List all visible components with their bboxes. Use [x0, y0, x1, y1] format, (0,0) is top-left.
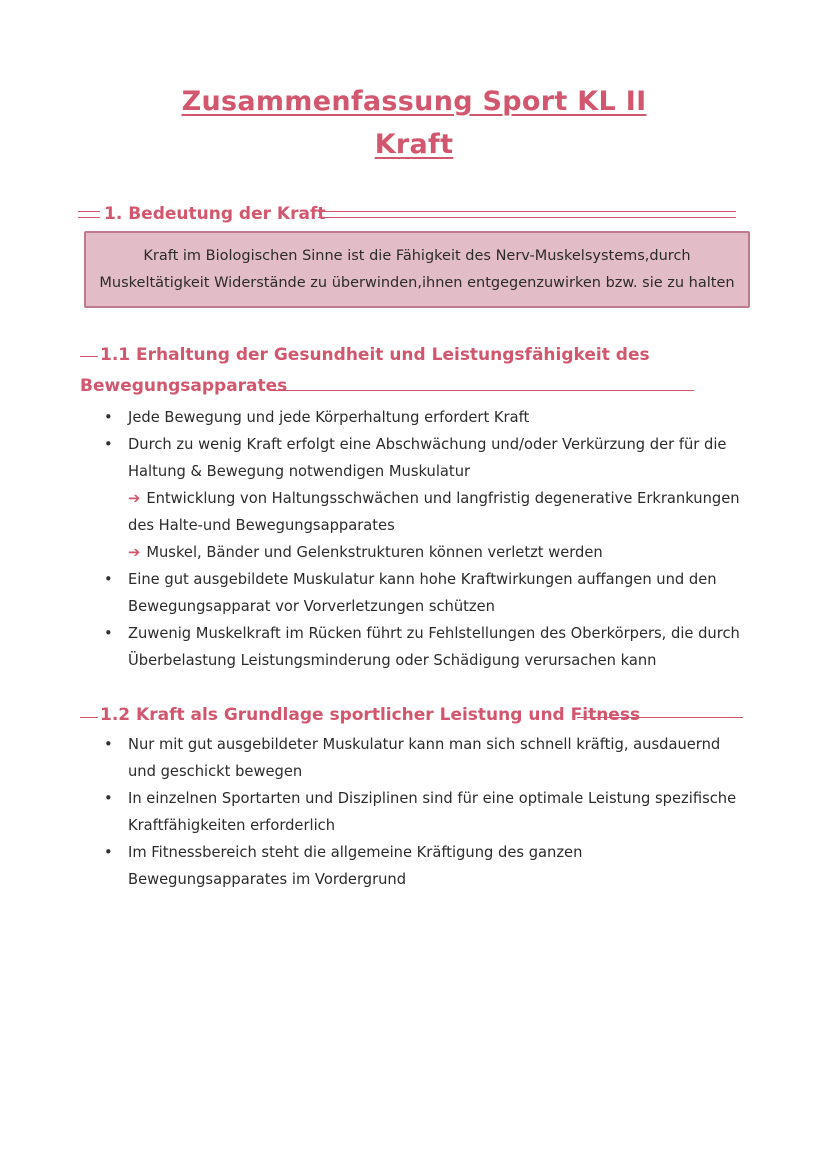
bullet-list-1-2 [104, 731, 744, 893]
section-heading-1-1-cont: Bewegungsapparates [80, 376, 288, 396]
arrow-note: ➔ Entwicklung von Haltungsschwächen und langfristig degenerative Erkrankungen des Halte-und Bewegungsapparates [128, 490, 740, 534]
heading-rule-left [80, 356, 98, 357]
list-item: • Nur mit gut ausgebildeter Muskulatur kann man sich schnell kräftig, ausdauernd und geschickt bewegen [104, 731, 744, 785]
list-item: • Im Fitnessbereich steht die allgemeine Kräftigung des ganzen Bewegungsapparates im Vordergrund [104, 839, 744, 893]
heading-rule-left [78, 211, 100, 218]
page-subtitle: Kraft [374, 129, 454, 160]
arrow-right-icon: ➔ [128, 490, 141, 507]
definition-text: Kraft im Biologischen Sinne ist die Fähigkeit des Nerv-Muskelsystems,durch Muskeltätigkeit Widerstände zu überwinden,ihnen entgegenzuwirken bzw. sie zu halten [99, 247, 735, 291]
list-item: • Jede Bewegung und jede Körperhaltung erfordert Kraft [104, 404, 754, 431]
page-title: Zusammenfassung Sport KL II [181, 86, 647, 117]
section-heading-1-2: 1.2 Kraft als Grundlage sportlicher Leistung und Fitness [100, 705, 641, 725]
definition-box [84, 231, 750, 308]
arrow-right-icon: ➔ [128, 544, 141, 561]
section-heading-1-1: 1.1 Erhaltung der Gesundheit und Leistungsfähigkeit des [100, 345, 650, 365]
bullet-list-1-1 [104, 404, 754, 674]
list-item: • Durch zu wenig Kraft erfolgt eine Abschwächung und/oder Verkürzung der für die Haltung & Bewegung notwendigen Muskulatur ➔ Entwicklung von Haltungsschwächen und langfristig degenerative Erkrankungen des Halte-und Bewegungsapparates ➔ Muskel, Bänder und Gelenkstrukturen können verletzt werden [104, 431, 754, 566]
list-item: • In einzelnen Sportarten und Disziplinen sind für eine optimale Leistung spezifische Kraftfähigkeiten erforderlich [104, 785, 744, 839]
heading-rule-right [318, 211, 736, 218]
heading-rule-right [270, 390, 694, 391]
section-heading-1: 1. Bedeutung der Kraft [104, 204, 326, 224]
heading-rule-right [577, 717, 743, 718]
list-item: • Eine gut ausgebildete Muskulatur kann hohe Kraftwirkungen auffangen und den Bewegungsapparat vor Vorverletzungen schützen [104, 566, 754, 620]
list-item: • Zuwenig Muskelkraft im Rücken führt zu Fehlstellungen des Oberkörpers, die durch Überbelastung Leistungsminderung oder Schädigung verursachen kann [104, 620, 754, 674]
heading-rule-left [80, 717, 98, 718]
arrow-note: ➔ Muskel, Bänder und Gelenkstrukturen können verletzt werden [128, 544, 603, 561]
